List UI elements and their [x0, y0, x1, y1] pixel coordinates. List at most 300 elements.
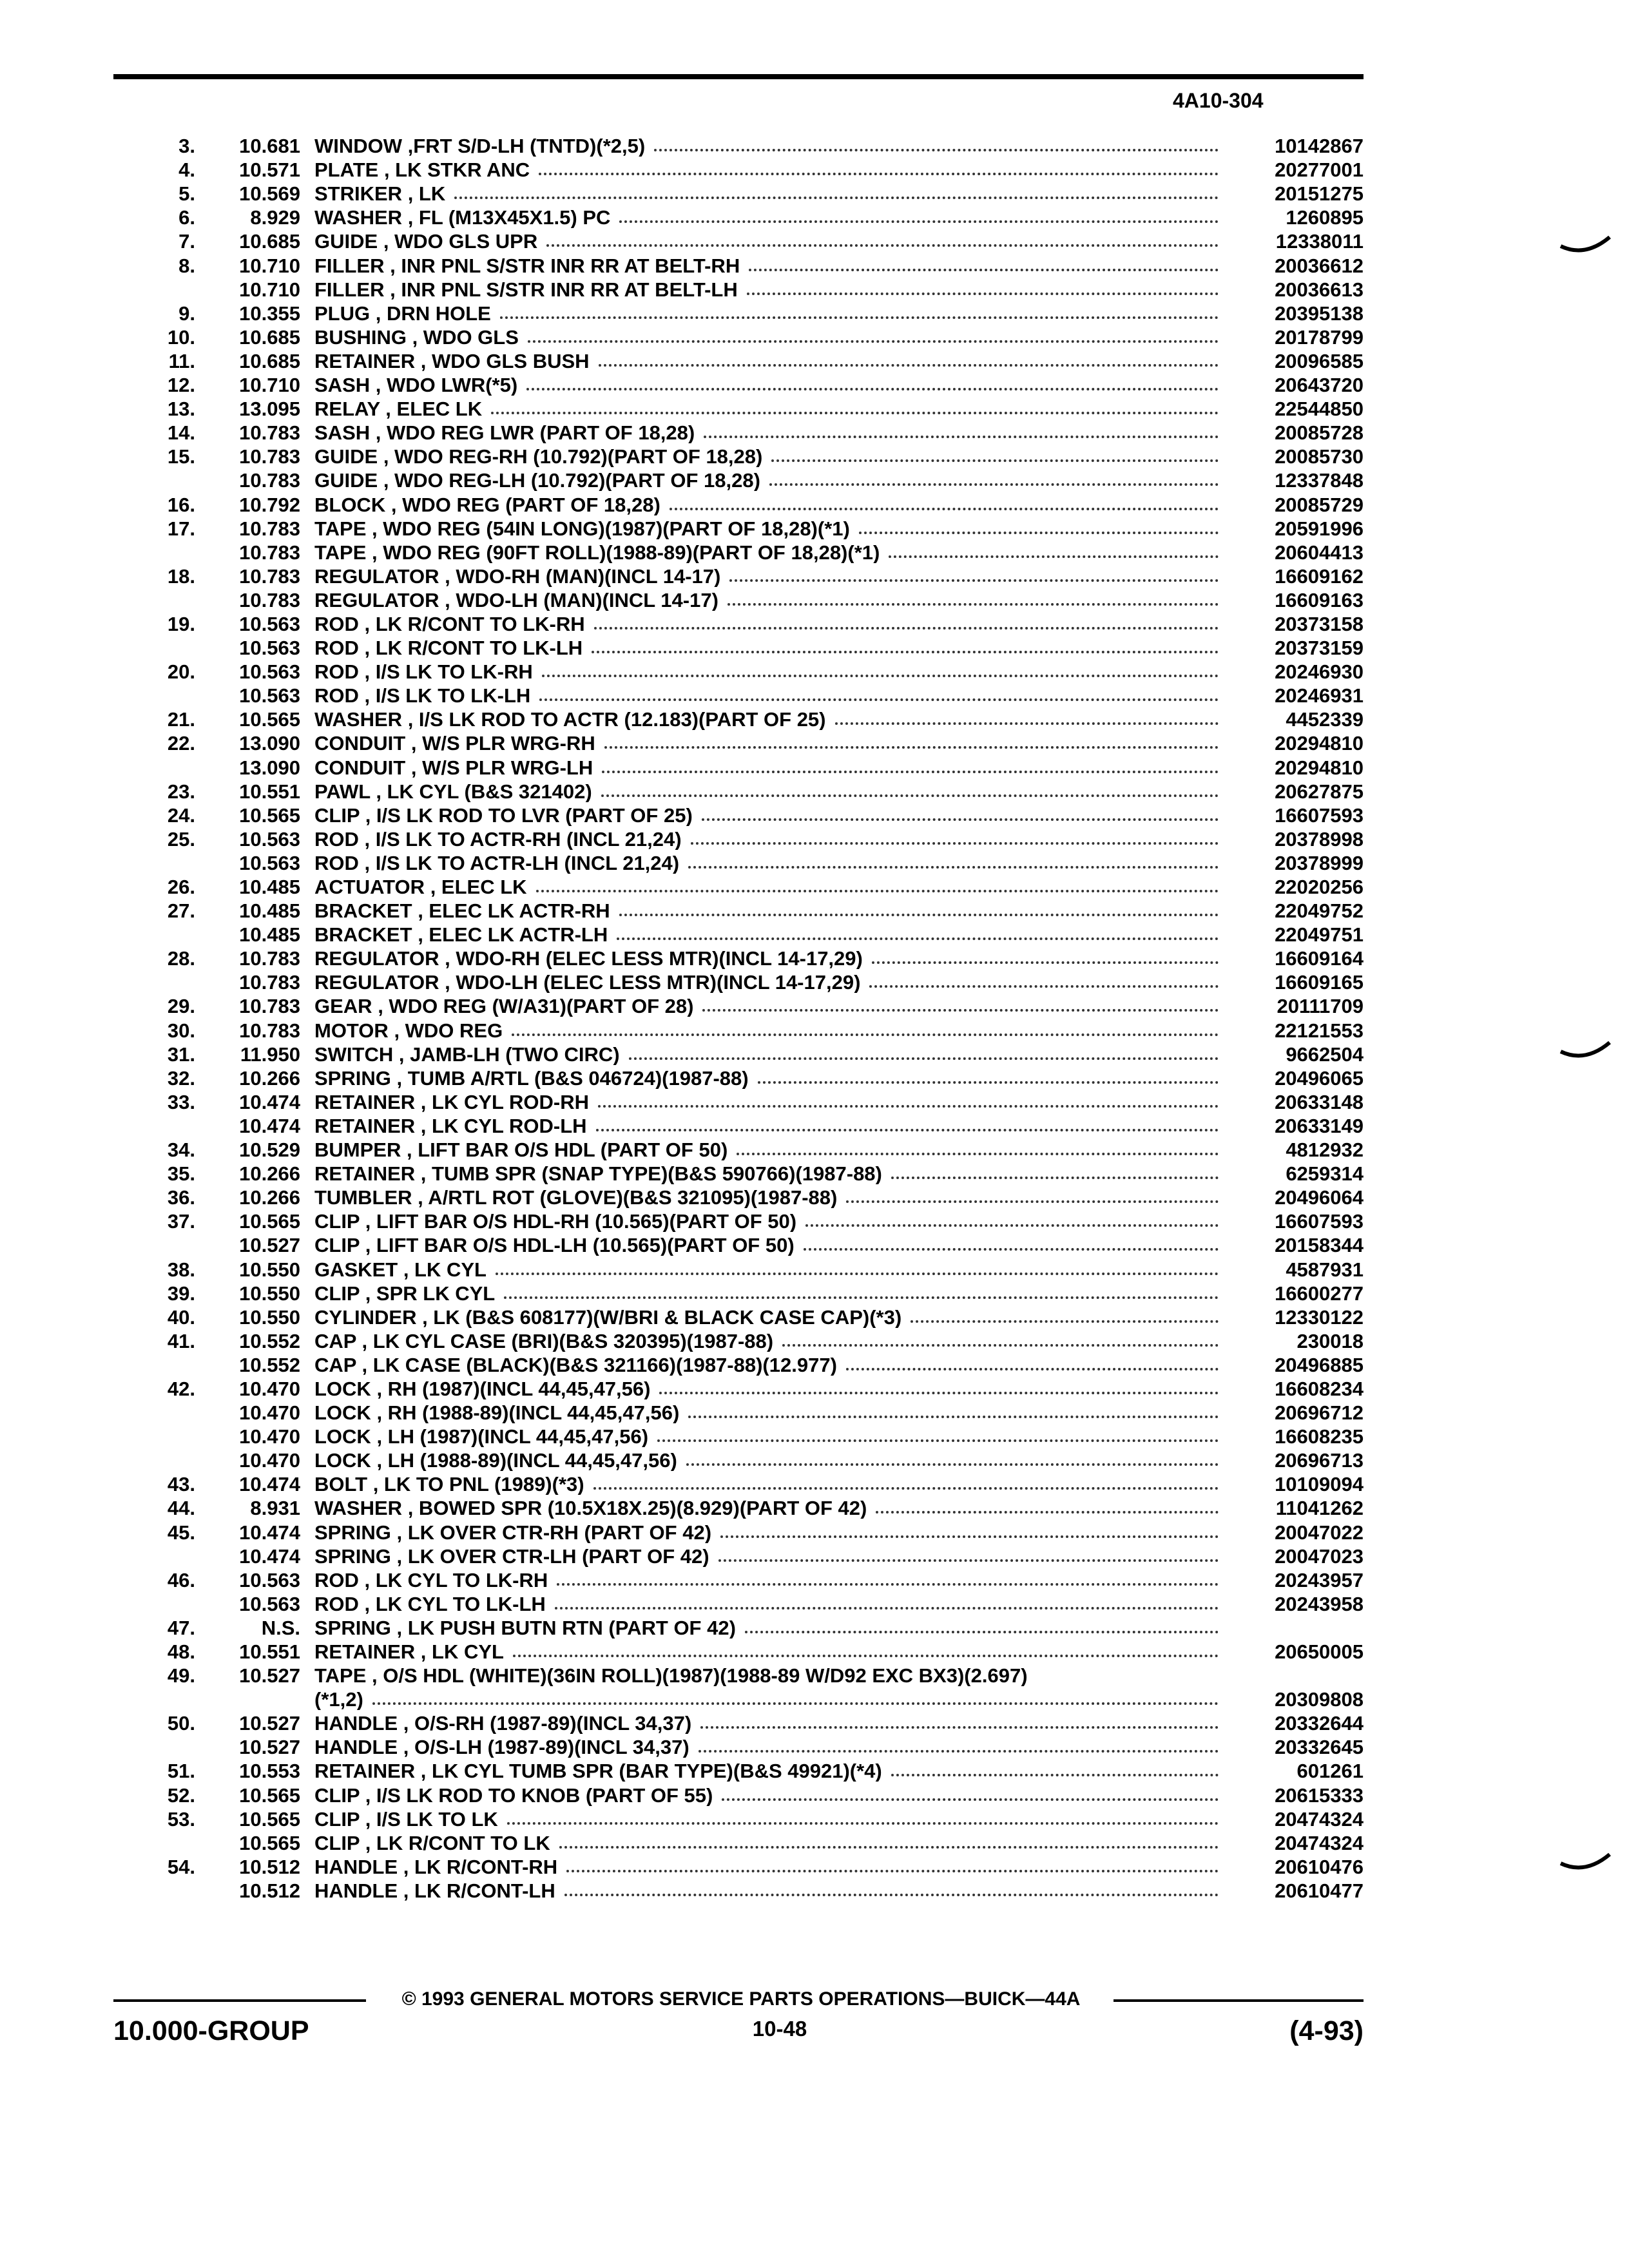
group-number: 10.783: [239, 517, 300, 540]
part-name: RETAINER: [314, 1115, 416, 1137]
part-number: 20696713: [1275, 1449, 1364, 1472]
dot-leader: [598, 1105, 1219, 1108]
parts-row: [113, 324, 1364, 348]
part-name: CLIP: [314, 1809, 360, 1830]
part-name: LOCK: [314, 1403, 371, 1424]
dot-leader: [835, 722, 1219, 725]
dot-leader: [528, 340, 1219, 343]
part-description: [300, 1710, 1230, 1734]
part-description: [300, 993, 1230, 1017]
dot-leader: [599, 364, 1219, 367]
ref-number: [113, 754, 195, 778]
part-name: REGULATOR: [314, 972, 439, 994]
ref-number: 43.: [167, 1473, 195, 1496]
dot-leader: [872, 961, 1219, 964]
group-number: 10.565: [239, 1783, 300, 1807]
ref-number: 21.: [167, 708, 195, 731]
margin-tick-mark: [1559, 232, 1611, 258]
dot-leader: [891, 1177, 1219, 1179]
part-name: SASH: [314, 423, 371, 444]
part-detail: , LK STKR ANC: [383, 160, 530, 181]
part-detail: , LIFT BAR O/S HDL-LH (10.565)(PART OF 50): [365, 1235, 795, 1256]
part-description: [300, 1352, 1230, 1376]
group-number: 10.783: [239, 564, 300, 588]
part-name: ROD: [314, 638, 359, 659]
part-detail: , LH (1987)(INCL 44,45,47,56): [376, 1427, 649, 1448]
part-description: [300, 1878, 1230, 1901]
part-detail: , LK CYL CASE (BRI)(B&S 320395)(1987-88): [361, 1331, 774, 1352]
group-number: 10.474: [239, 1544, 300, 1568]
part-description: [300, 1567, 1230, 1591]
part-number: 20096585: [1275, 349, 1364, 372]
dot-leader: [491, 412, 1219, 414]
part-description: [300, 945, 1230, 969]
dot-leader: [889, 555, 1219, 558]
part-name: SPRING: [314, 1522, 391, 1543]
group-number: 10.485: [239, 876, 300, 898]
ref-number: 37.: [167, 1210, 195, 1233]
ref-number: [113, 1113, 195, 1137]
ref-number: [113, 850, 195, 874]
part-description: [300, 1137, 1230, 1160]
part-description: [300, 1854, 1230, 1878]
ref-number: 39.: [167, 1282, 195, 1305]
part-name: GASKET: [314, 1259, 398, 1280]
parts-row: [113, 1519, 1364, 1542]
part-description: [300, 133, 1230, 157]
dot-leader: [654, 149, 1219, 151]
parts-row: [113, 1758, 1364, 1782]
part-description: [300, 419, 1230, 443]
parts-row: [113, 396, 1364, 419]
part-number: 10109094: [1275, 1473, 1364, 1496]
group-number: 10.474: [239, 1114, 300, 1137]
part-description: [300, 1065, 1230, 1089]
ref-number: [113, 467, 195, 491]
part-number: 16600277: [1275, 1282, 1364, 1305]
group-number: 10.551: [239, 1640, 300, 1663]
dot-leader: [617, 937, 1219, 940]
ref-number: 7.: [178, 230, 195, 253]
group-number: 10.710: [239, 374, 300, 397]
group-number: 10.474: [239, 1521, 300, 1544]
ref-number: [113, 1447, 195, 1471]
part-number: 20496885: [1275, 1353, 1364, 1376]
group-number: 10.565: [239, 1210, 300, 1233]
part-description: [300, 898, 1230, 921]
group-number: 10.710: [239, 254, 300, 277]
part-detail: , W/S PLR WRG-LH: [410, 757, 593, 778]
part-number: 20378998: [1275, 827, 1364, 850]
dot-leader: [700, 1726, 1219, 1729]
parts-row: [113, 1662, 1364, 1686]
part-description: [300, 754, 1230, 778]
part-description: [300, 1328, 1230, 1352]
ref-number: [113, 1352, 195, 1376]
group-number: 10.783: [239, 469, 300, 492]
part-name: TAPE: [314, 518, 367, 539]
part-detail: , WDO REG (PART OF 18,28): [390, 494, 660, 515]
part-name: WASHER: [314, 207, 403, 229]
ref-number: [113, 587, 195, 611]
dot-leader: [737, 1153, 1219, 1155]
dot-leader: [758, 1081, 1219, 1084]
group-number: 13.090: [239, 732, 300, 755]
part-number: 20309808: [1275, 1688, 1364, 1711]
parts-row: [113, 826, 1364, 850]
dot-leader: [526, 388, 1219, 390]
group-number: 10.565: [239, 1807, 300, 1831]
group-number: 10.553: [239, 1760, 300, 1783]
parts-row: [113, 1328, 1364, 1352]
ref-number: [113, 276, 195, 300]
parts-row: [113, 1447, 1364, 1471]
part-name: RETAINER: [314, 1642, 416, 1662]
dot-leader: [512, 1033, 1219, 1036]
part-number: 22020256: [1275, 876, 1364, 898]
part-name: STRIKER: [314, 184, 403, 205]
part-description: [300, 682, 1230, 706]
part-name: ROD: [314, 829, 359, 850]
part-name: ACTUATOR: [314, 877, 425, 898]
dot-leader: [805, 1224, 1219, 1227]
top-rule: [113, 74, 1364, 79]
group-number: 10.485: [239, 923, 300, 947]
group-number: 10.527: [239, 1712, 300, 1735]
ref-number: 38.: [167, 1258, 195, 1281]
part-name: CLIP: [314, 1832, 360, 1854]
ref-number: 11.: [168, 349, 195, 372]
part-detail: , INR PNL S/STR INR RR AT BELT-LH: [390, 279, 738, 300]
part-number: 20633148: [1275, 1090, 1364, 1113]
parts-row: [113, 252, 1364, 276]
ref-number: [113, 1423, 195, 1447]
part-name: CLIP: [314, 1211, 360, 1233]
part-description: [300, 1758, 1230, 1782]
part-detail: , TUMB A/RTL (B&S 046724)(1987-88): [396, 1068, 749, 1089]
part-number: 20246931: [1275, 684, 1364, 707]
part-description: [300, 348, 1230, 372]
parts-row: [113, 969, 1364, 993]
ref-number: 22.: [167, 732, 195, 755]
part-detail: , I/S LK ROD TO KNOB (PART OF 55): [365, 1785, 713, 1806]
ref-number: 40.: [167, 1305, 195, 1329]
group-number: 10.563: [239, 684, 300, 707]
copyright-notice: © 1993 GENERAL MOTORS SERVICE PARTS OPERATIONS—BUICK—44A: [401, 1988, 1081, 2010]
part-description: [300, 515, 1230, 539]
dot-leader: [539, 698, 1219, 701]
dot-leader: [629, 1057, 1219, 1060]
ref-number: 41.: [167, 1329, 195, 1352]
group-number: 10.710: [239, 278, 300, 301]
part-name: BOLT: [314, 1474, 368, 1495]
part-name: LOCK: [314, 1450, 371, 1472]
parts-row: [113, 658, 1364, 682]
group-number: 13.090: [239, 756, 300, 779]
parts-table: [113, 133, 1364, 1901]
part-name: PLATE: [314, 160, 379, 181]
part-description: [300, 1519, 1230, 1542]
part-number: 20243958: [1275, 1592, 1364, 1615]
part-detail: , LK R/CONT TO LK-LH: [364, 638, 583, 659]
group-number: 10.550: [239, 1305, 300, 1329]
footer-rule-right: [1113, 1999, 1364, 2002]
dot-leader: [659, 1392, 1219, 1394]
part-number: 20151275: [1275, 182, 1364, 206]
part-detail: , I/S LK ROD TO LVR (PART OF 25): [365, 805, 693, 826]
parts-row: [113, 1782, 1364, 1805]
part-name: REGULATOR: [314, 566, 439, 587]
part-detail: , O/S-LH (1987-89)(INCL 34,37): [403, 1737, 689, 1758]
group-number: 8.929: [250, 206, 300, 229]
parts-row: [113, 1376, 1364, 1399]
part-detail: , WDO-RH (ELEC LESS MTR)(INCL 14-17,29): [445, 948, 863, 970]
part-number: 20085730: [1275, 445, 1364, 468]
ref-number: 49.: [167, 1664, 195, 1687]
part-description: [300, 635, 1230, 658]
part-detail: (*1,2): [314, 1689, 363, 1711]
part-description: [300, 706, 1230, 730]
part-name: SPRING: [314, 1546, 391, 1567]
part-detail: , ELEC LK: [430, 877, 527, 898]
parts-row: [113, 1399, 1364, 1423]
ref-number: 25.: [167, 827, 195, 850]
parts-row: [113, 1089, 1364, 1113]
part-description: [300, 826, 1230, 850]
ref-number: 51.: [167, 1760, 195, 1783]
part-name: HANDLE: [314, 1737, 398, 1758]
part-detail: , LK CYL ROD-RH: [420, 1091, 589, 1113]
dot-leader: [891, 1774, 1219, 1776]
part-detail: , I/S LK TO ACTR-LH (INCL 21,24): [364, 852, 680, 874]
part-detail: , WDO-RH (MAN)(INCL 14-17): [445, 566, 721, 587]
group-number: 10.529: [239, 1139, 300, 1162]
part-description: [300, 396, 1230, 419]
dot-leader: [619, 220, 1219, 223]
part-number: 601261: [1296, 1760, 1364, 1783]
part-description: [300, 611, 1230, 635]
ref-number: [113, 969, 195, 993]
revision-date: (4-93): [1289, 2015, 1364, 2046]
part-description: [300, 587, 1230, 611]
parts-row: [113, 1686, 1364, 1710]
part-description: [300, 276, 1230, 300]
parts-row: [113, 204, 1364, 228]
parts-row: [113, 1734, 1364, 1758]
group-number: 10.563: [239, 637, 300, 660]
parts-row: [113, 1806, 1364, 1830]
part-detail: , O/S HDL (WHITE)(36IN ROLL)(1987)(1988-89 W/D92 EXC BX3)(2.697): [372, 1666, 1028, 1687]
parts-row: [113, 491, 1364, 515]
part-name: SASH: [314, 375, 371, 396]
group-number: 10.685: [239, 230, 300, 253]
part-number: 20332644: [1275, 1712, 1364, 1735]
dot-leader: [566, 1870, 1219, 1872]
part-name: RETAINER: [314, 1761, 416, 1782]
part-number: 11041262: [1275, 1497, 1364, 1520]
part-detail: , I/S LK TO ACTR-RH (INCL 21,24): [364, 829, 682, 850]
part-description: [300, 1256, 1230, 1280]
parts-row: [113, 228, 1364, 252]
parts-row: [113, 1854, 1364, 1878]
parts-row: [113, 1830, 1364, 1854]
parts-row: [113, 1352, 1364, 1376]
group-number: 10.783: [239, 421, 300, 445]
part-number: 12330122: [1275, 1305, 1364, 1329]
group-number: 10.569: [239, 182, 300, 206]
ref-number: 44.: [167, 1497, 195, 1520]
ref-number: 4.: [178, 159, 195, 182]
part-number: 20378999: [1275, 851, 1364, 874]
part-number: 1260895: [1286, 206, 1364, 229]
part-number: 20085729: [1275, 493, 1364, 516]
parts-row: [113, 157, 1364, 180]
ref-number: [113, 1232, 195, 1256]
part-description: [300, 1806, 1230, 1830]
parts-row: [113, 1232, 1364, 1256]
part-name: TAPE: [314, 542, 367, 563]
part-number: 12337848: [1275, 469, 1364, 492]
parts-row: [113, 180, 1364, 204]
ref-number: 9.: [178, 302, 195, 325]
part-description: [300, 1160, 1230, 1184]
part-number: 20696712: [1275, 1401, 1364, 1425]
part-detail: , LH (1988-89)(INCL 44,45,47,56): [376, 1450, 677, 1472]
ref-number: 10.: [167, 325, 195, 349]
group-number: 10.470: [239, 1377, 300, 1400]
part-name: BLOCK: [314, 494, 386, 515]
part-number: 22049751: [1275, 923, 1364, 947]
parts-row: [113, 1184, 1364, 1208]
ref-number: 28.: [167, 947, 195, 970]
part-name: ROD: [314, 686, 359, 707]
parts-row: [113, 1017, 1364, 1041]
ref-number: [113, 682, 195, 706]
part-detail: , I/S LK TO LK: [365, 1809, 498, 1830]
ref-number: [113, 1830, 195, 1854]
dot-leader: [539, 173, 1219, 175]
parts-row: [113, 587, 1364, 611]
parts-row: [113, 1137, 1364, 1160]
parts-row: [113, 921, 1364, 945]
part-number: 16609163: [1275, 588, 1364, 611]
part-detail: , W/S PLR WRG-RH: [410, 733, 595, 754]
dot-leader: [749, 269, 1219, 271]
part-name: FILLER: [314, 255, 385, 276]
part-number: 20373159: [1275, 637, 1364, 660]
part-description: [300, 1232, 1230, 1256]
part-description: [300, 1639, 1230, 1662]
part-number: 20650005: [1275, 1640, 1364, 1663]
group-number: 10.470: [239, 1425, 300, 1448]
group-number: 10.512: [239, 1855, 300, 1878]
ref-number: 47.: [167, 1616, 195, 1639]
margin-tick-mark: [1559, 1849, 1611, 1875]
part-description: [300, 1686, 1230, 1710]
dot-leader: [846, 1368, 1219, 1370]
parts-row: [113, 443, 1364, 467]
dot-leader: [686, 1463, 1219, 1466]
part-detail: , LIFT BAR O/S HDL-RH (10.565)(PART OF 50): [365, 1211, 797, 1233]
dot-leader: [782, 1344, 1219, 1347]
dot-leader: [372, 1702, 1219, 1705]
part-detail: , LIFT BAR O/S HDL (PART OF 50): [406, 1140, 728, 1161]
part-description: [300, 1376, 1230, 1399]
part-name: RELAY: [314, 399, 380, 420]
part-number: 20085728: [1275, 421, 1364, 445]
part-name: CYLINDER: [314, 1307, 417, 1328]
part-description: [300, 1399, 1230, 1423]
parts-row: [113, 419, 1364, 443]
dot-leader: [688, 1416, 1219, 1418]
parts-row: [113, 993, 1364, 1017]
part-description: [300, 204, 1230, 228]
group-number: 10.783: [239, 971, 300, 994]
group-number: 10.563: [239, 612, 300, 635]
group-number: 10.565: [239, 708, 300, 731]
dot-leader: [593, 1487, 1219, 1490]
part-description: [300, 1734, 1230, 1758]
part-name: FILLER: [314, 279, 385, 300]
part-number: 22049752: [1275, 899, 1364, 923]
parts-row: [113, 515, 1364, 539]
part-number: 22544850: [1275, 398, 1364, 421]
parts-row: [113, 133, 1364, 157]
part-description: [300, 1184, 1230, 1208]
ref-number: 5.: [178, 182, 195, 206]
parts-row: [113, 1471, 1364, 1495]
part-detail: , JAMB-LH (TWO CIRC): [398, 1044, 620, 1065]
dot-leader: [555, 1607, 1219, 1610]
part-number: 16607593: [1275, 803, 1364, 827]
group-number: 10.474: [239, 1473, 300, 1496]
part-number: 16609162: [1275, 564, 1364, 588]
part-number: 9662504: [1286, 1043, 1364, 1066]
ref-number: 34.: [167, 1139, 195, 1162]
part-name: REGULATOR: [314, 948, 439, 970]
ref-number: 35.: [167, 1162, 195, 1186]
parts-row: [113, 348, 1364, 372]
group-number: 10.550: [239, 1258, 300, 1281]
part-detail: , WDO REG: [394, 1020, 503, 1041]
group-number: 10.551: [239, 780, 300, 803]
part-number: 20643720: [1275, 374, 1364, 397]
ref-number: 20.: [167, 660, 195, 684]
dot-leader: [557, 1583, 1219, 1586]
part-number: 20604413: [1275, 541, 1364, 564]
part-detail: , LK R/CONT-RH: [403, 1856, 558, 1878]
part-name: BRACKET: [314, 925, 412, 946]
ref-number: 24.: [167, 803, 195, 827]
part-detail: , BOWED SPR (10.5X18X.25)(8.929)(PART OF 42): [407, 1498, 867, 1519]
group-number: 10.792: [239, 493, 300, 516]
page-number: 10-48: [752, 2017, 807, 2041]
ref-number: 46.: [167, 1568, 195, 1591]
group-number: 10.783: [239, 1019, 300, 1042]
group-number: 11.950: [240, 1043, 300, 1066]
part-number: 230018: [1296, 1329, 1364, 1352]
part-description: [300, 1113, 1230, 1137]
parts-row: [113, 539, 1364, 563]
part-number: 20496064: [1275, 1186, 1364, 1209]
dot-leader: [657, 1439, 1219, 1442]
part-name: RETAINER: [314, 351, 416, 372]
part-detail: , LK CYL ROD-LH: [420, 1115, 587, 1137]
part-name: HANDLE: [314, 1880, 398, 1901]
part-detail: , LK R/CONT TO LK: [365, 1832, 550, 1854]
part-description: [300, 467, 1230, 491]
parts-row: [113, 682, 1364, 706]
